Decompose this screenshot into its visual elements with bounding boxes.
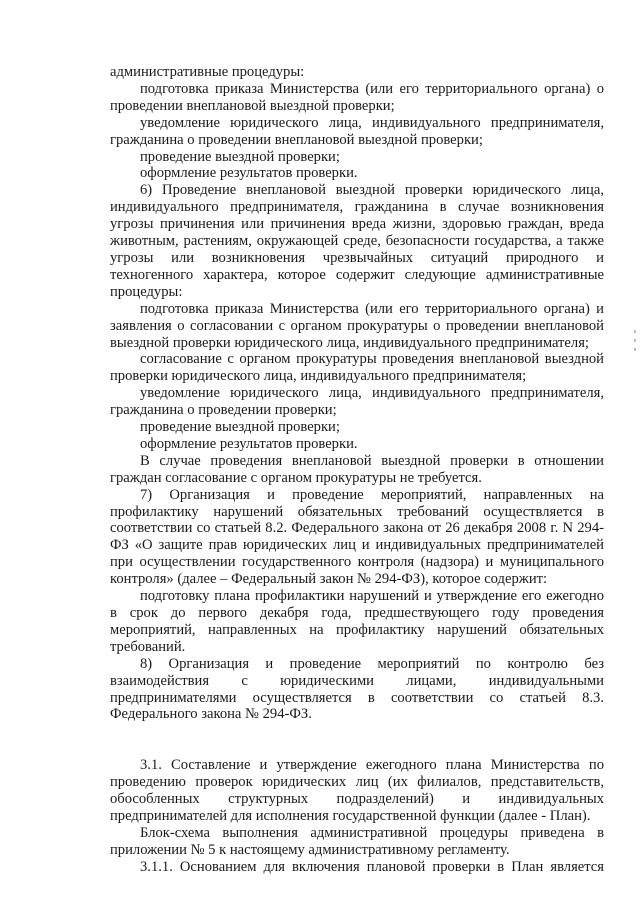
- document-page: [110, 64, 604, 876]
- procedures-list: [110, 64, 604, 723]
- section-3-1: [110, 757, 604, 875]
- procedure-paragraph: оформление результатов проверки.: [140, 165, 358, 182]
- procedure-paragraph: 8) Организация и проведение мероприятий по контролю без взаимодействия с юридическими лицами, индивидуальными предпринимателями осуществляется в соответствии со статьей 8.3. Федерального закона № 294-ФЗ.: [110, 655, 604, 723]
- procedure-paragraph: 7) Организация и проведение мероприятий, направленных на профилактику нарушений обязательных требований осуществляется в соответствии со статьей 8.2. Федерального закона от 26 декабря 2008 г. N 294-ФЗ «О защите прав юридических лиц и индивидуальных предпринимателей при осуществлении государственного контроля (надзора) и муниципального контроля» (далее – Федеральный закон № 294-ФЗ), которое содержит:: [110, 486, 604, 588]
- procedure-paragraph: проведение выездной проверки;: [140, 419, 340, 436]
- procedure-paragraph: согласование с органом прокуратуры проведения внеплановой выездной проверки юридического лица, индивидуального предпринимателя;: [110, 351, 604, 385]
- scan-edge-mark: [634, 330, 636, 356]
- section-gap: [110, 723, 604, 757]
- procedure-paragraph: проведение выездной проверки;: [140, 148, 340, 165]
- section-paragraph: 3.1.1. Основанием для включения плановой проверки в План является: [140, 858, 604, 875]
- procedure-paragraph: В случае проведения внеплановой выездной проверки в отношении граждан согласование с органом прокуратуры не требуется.: [110, 452, 604, 486]
- procedure-paragraph: подготовку плана профилактики нарушений и утверждение его ежегодно в срок до первого декабря года, предшествующего году проведения мероприятий, направленных на профилактику нарушений обязательных требований.: [110, 588, 604, 655]
- procedure-paragraph: уведомление юридического лица, индивидуального предпринимателя, гражданина о проведении внеплановой выездной проверки;: [110, 114, 604, 148]
- procedure-paragraph: административные процедуры:: [110, 64, 305, 80]
- section-paragraph: 3.1. Составление и утверждение ежегодного плана Министерства по проведению проверок юридических лиц (их филиалов, представительств, обособленных структурных подразделений) и индивидуальных предпринимателей для исполнения государственной функции (далее - План).: [110, 757, 604, 825]
- procedure-paragraph: 6) Проведение внеплановой выездной проверки юридического лица, индивидуального предпринимателя, гражданина в случае возникновения угрозы причинения или причинения вреда жизни, здоровью граждан, вреда животным, растениям, окружающей среде, безопасности государства, а также угрозы или возникновения чрезвычайных ситуаций природного и техногенного характера, которое содержит следующие административные процедуры:: [110, 182, 604, 300]
- procedure-paragraph: подготовка приказа Министерства (или его территориального органа) о проведении внеплановой выездной проверки;: [110, 80, 604, 114]
- procedure-paragraph: оформление результатов проверки.: [140, 435, 358, 452]
- section-paragraph: Блок-схема выполнения административной процедуры приведена в приложении № 5 к настоящему административному регламенту.: [110, 824, 604, 858]
- procedure-paragraph: подготовка приказа Министерства (или его территориального органа) и заявления о согласовании с органом прокуратуры о проведении внеплановой выездной проверки юридического лица, индивидуального предпринимателя;: [110, 300, 604, 351]
- procedure-paragraph: уведомление юридического лица, индивидуального предпринимателя, гражданина о проведении проверки;: [110, 385, 604, 419]
